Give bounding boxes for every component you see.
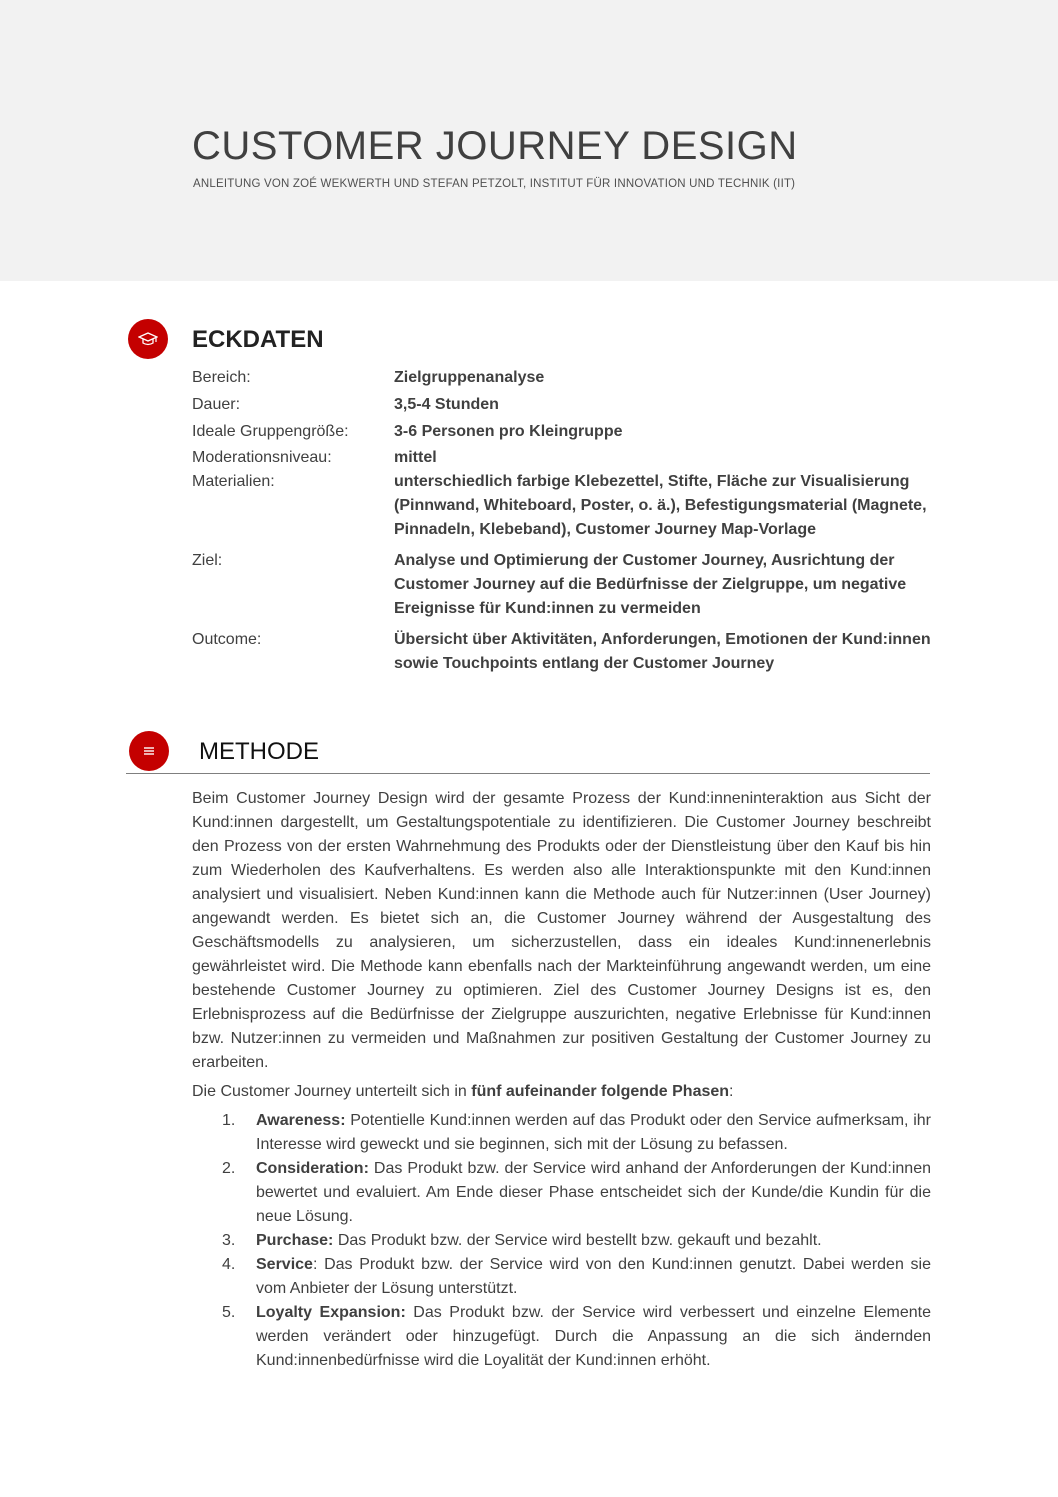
fact-label: Moderationsniveau: [192,449,332,466]
fact-label: Dauer: [192,396,241,413]
phase-text: Das Produkt bzw. der Service wird verbessert und einzelne Elemente werden verändert oder hinzugefügt. Durch die Anpassung an die sich ändernden Kund:innenbedürfnisse wird die Loyalität der Kund:innen erhöht. [256,1304,931,1369]
list-number: 1. [222,1112,236,1129]
list-icon [129,731,169,771]
phase-name: Consideration: [256,1160,369,1177]
list-item [192,1301,931,1373]
fact-row-dauer [192,393,932,417]
fact-row-outcome [192,628,932,676]
fact-row-gruppengroesse [192,420,932,444]
fact-value: 3-6 Personen pro Kleingruppe [394,423,623,440]
fact-row-moderationsniveau [192,446,932,470]
fact-value: Analyse und Optimierung der Customer Journey, Ausrichtung der Customer Journey auf die Bedürfnisse der Zielgruppe, um negative Ereignisse für Kund:innen zu vermeiden [394,552,907,617]
fact-value: Übersicht über Aktivitäten, Anforderungen, Emotionen der Kund:innen sowie Touchpoints entlang der Customer Journey [394,631,931,672]
phase-text: Potentielle Kund:innen werden auf das Produkt oder den Service aufmerksam, ihr Interesse wird geweckt und sie beginnen, sich mit der Lösung zu befassen. [256,1112,931,1153]
fact-label: Ideale Gruppengröße: [192,423,349,440]
fact-label: Outcome: [192,631,262,648]
list-item [192,1229,931,1253]
list-number: 5. [222,1304,236,1321]
graduation-cap-icon [128,319,168,359]
fact-label: Bereich: [192,369,251,386]
key-facts-table [192,366,932,676]
phases-intro [192,1080,931,1104]
phases-intro-emphasis: fünf aufeinander folgende Phasen [471,1083,730,1100]
list-item [192,1157,931,1229]
phase-text: Das Produkt bzw. der Service wird bestellt bzw. gekauft und bezahlt. [333,1232,822,1249]
phases-list [192,1109,931,1373]
section-divider [126,773,930,774]
fact-row-materialien [192,470,932,542]
fact-row-ziel [192,549,932,621]
phase-name: Service [256,1256,313,1273]
page-title: CUSTOMER JOURNEY DESIGN [192,124,798,168]
phase-text: Das Produkt bzw. der Service wird anhand der Anforderungen der Kund:innen bewertet und evaluiert. Am Ende dieser Phase entscheidet sich der Kunde/die Kundin für die neue Lösung. [256,1160,931,1225]
fact-value: Zielgruppenanalyse [394,369,545,386]
phase-name: Loyalty Expansion: [256,1304,406,1321]
fact-value: mittel [394,449,437,466]
page-subtitle: ANLEITUNG VON ZOÉ WEKWERTH UND STEFAN PETZOLT, INSTITUT FÜR INNOVATION UND TECHNIK (IIT) [193,178,796,190]
paragraph-text: Beim Customer Journey Design wird der gesamte Prozess der Kund:inneninteraktion aus Sicht der Kund:innen dargestellt, um Gestaltungspotentiale zu identifizieren. Die Customer Journey beschreibt den Prozess von der ersten Wahrnehmung des Produkts oder der Dienstleistung über den Kauf bis hin zum Wiederholen des Kaufverhaltens. Es werden also alle Interaktionspunkte mit den Kund:innen analysiert und visualisiert. Neben Kund:innen kann die Methode auch für Nutzer:innen (User Journey) angewandt werden. Es bietet sich an, die Customer Journey während der Ausgestaltung des Geschäftsmodells zu analysieren, um sicherzustellen, dass ein ideales Kund:innenerlebnis gewährleistet wird. Die Methode kann ebenfalls nach der Markteinführung angewandt werden, um eine bestehende Customer Journey zu optimieren. Ziel des Customer Journey Designs ist es, den Erlebnisprozess auf die Bedürfnisse der Zielgruppe auszurichten, negative Erlebnisse für Kund:innen bzw. Nutzer:innen zu vermeiden und Maßnahmen zur positiven Gestaltung der Customer Journey zu erarbeiten. [192,790,931,1071]
phase-name: Purchase: [256,1232,334,1249]
list-number: 4. [222,1256,236,1273]
phase-name: Awareness: [256,1112,346,1129]
fact-row-bereich [192,366,932,390]
methode-paragraph [192,787,931,1075]
phases-intro-colon: : [729,1083,734,1100]
list-item [192,1109,931,1157]
list-number: 3. [222,1232,236,1249]
list-item [192,1253,931,1301]
fact-value: 3,5-4 Stunden [394,396,499,413]
section-title-eckdaten: ECKDATEN [192,326,324,353]
section-title-methode: METHODE [199,738,319,765]
phases-intro-text: Die Customer Journey unterteilt sich in [192,1083,472,1100]
fact-label: Materialien: [192,473,275,490]
phase-text: : Das Produkt bzw. der Service wird von den Kund:innen genutzt. Dabei werden sie vom Anbieter der Lösung unterstützt. [256,1256,931,1297]
fact-value: unterschiedlich farbige Klebezettel, Stifte, Fläche zur Visualisierung (Pinnwand, Whiteboard, Poster, o. ä.), Befestigungsmaterial (Magnete, Pinnadeln, Klebeband), Customer Journey Map-Vorlage [394,473,927,538]
list-number: 2. [222,1160,236,1177]
fact-label: Ziel: [192,552,223,569]
